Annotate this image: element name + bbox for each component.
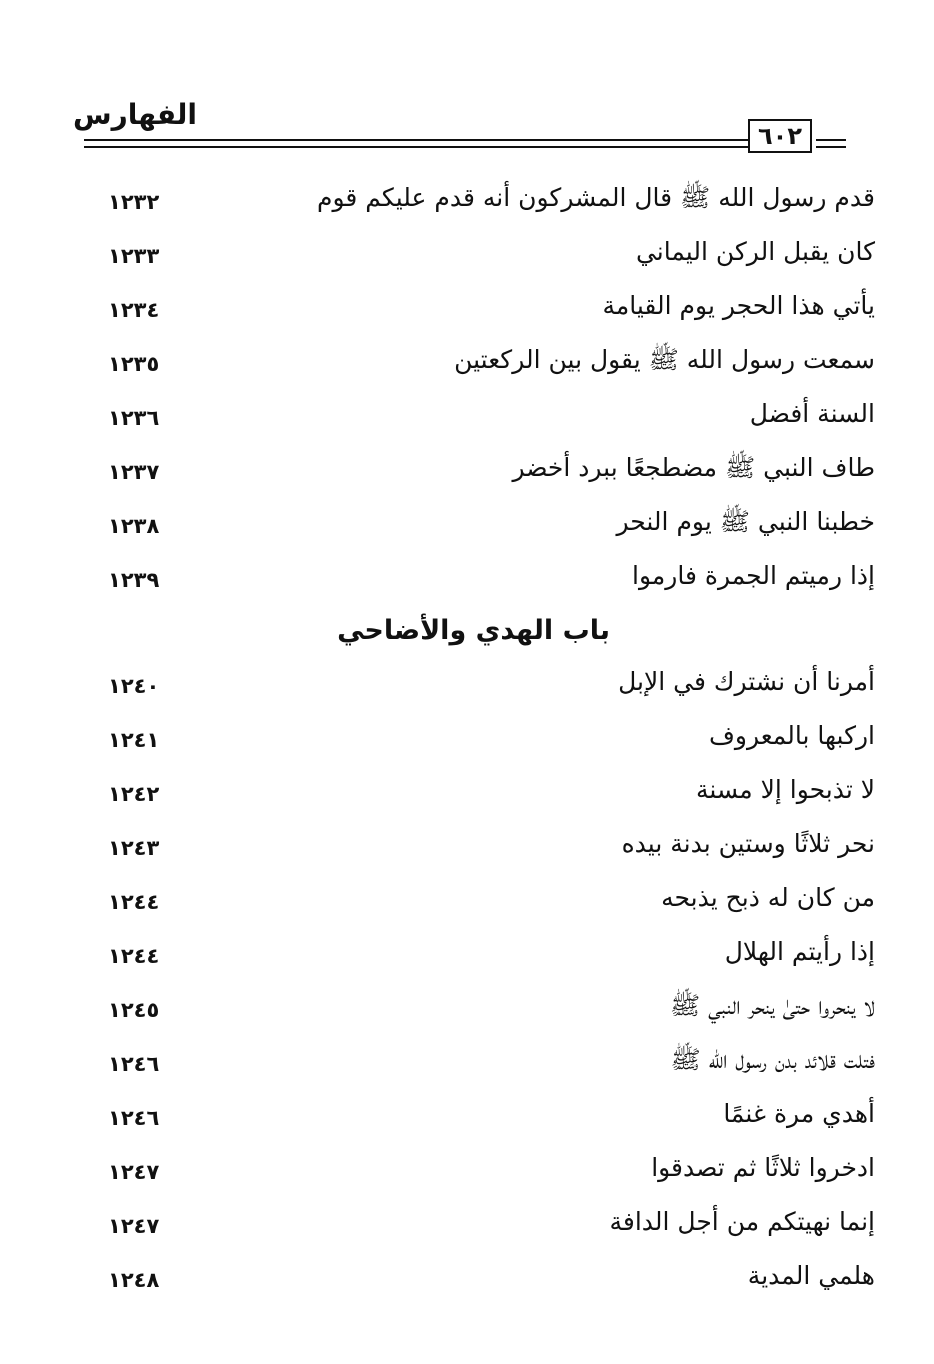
entry-number: ١٢٤٢: [108, 782, 160, 806]
entry-number: ١٢٣٥: [108, 352, 160, 376]
index-entry: [100, 982, 875, 1030]
entry-number: ١٢٣٦: [108, 406, 160, 430]
entry-text: إذا رميتم الجمرة فارموا: [632, 561, 875, 590]
entry-text: قدم رسول الله ﷺ قال المشركون أنه قدم عليكم قوم: [316, 183, 875, 212]
entry-number: ١٢٣٨: [108, 514, 160, 538]
index-entry: [100, 174, 875, 222]
entry-number: ١٢٤٧: [108, 1160, 160, 1184]
running-header-title: الفهارس: [72, 98, 197, 131]
index-entry: [100, 336, 875, 384]
index-entry: [100, 282, 875, 330]
entry-text: إنما نهيتكم من أجل الدافة: [609, 1207, 875, 1236]
header-rule-tail-bottom: [816, 146, 846, 148]
entry-text: كان يقبل الركن اليماني: [635, 237, 875, 266]
entry-text: من كان له ذبح يذبحه: [661, 883, 875, 912]
index-entry: [100, 1036, 875, 1084]
index-entry: [100, 1090, 875, 1138]
entry-text: السنة أفضل: [749, 399, 875, 428]
index-entry: [100, 1252, 875, 1300]
entry-number: ١٢٣٤: [108, 298, 160, 322]
section-heading: باب الهدي والأضاحي: [337, 615, 610, 646]
entry-number: ١٢٣٩: [108, 568, 160, 592]
entry-number: ١٢٤٦: [108, 1052, 160, 1076]
page-number: ٦٠٢: [748, 119, 812, 153]
index-entry: [100, 552, 875, 600]
entry-text: أمرنا أن نشترك في الإبل: [618, 667, 875, 696]
index-entry: [100, 874, 875, 922]
entry-text: فتلت قلائد بدن رسول الله ﷺ: [670, 1045, 875, 1074]
index-entry: [100, 1144, 875, 1192]
entry-number: ١٢٣٧: [108, 460, 160, 484]
entry-text: سمعت رسول الله ﷺ يقول بين الركعتين: [454, 345, 875, 374]
entry-text: لا ينحروا حتىٰ ينحر النبي ﷺ: [670, 991, 875, 1020]
entry-number: ١٢٤٧: [108, 1214, 160, 1238]
entry-number: ١٢٤٣: [108, 836, 160, 860]
entry-text: طاف النبي ﷺ مضطجعًا ببرد أخضر: [512, 453, 875, 482]
index-entry: [100, 498, 875, 546]
entry-text: أهدي مرة غنمًا: [723, 1099, 875, 1128]
entry-number: ١٢٤٠: [108, 674, 160, 698]
entry-text: لا تذبحوا إلا مسنة: [696, 775, 875, 804]
index-entry: [100, 766, 875, 814]
entry-text: إذا رأيتم الهلال: [724, 937, 875, 966]
index-entry: [100, 444, 875, 492]
entry-text: نحر ثلاثًا وستين بدنة بيده: [621, 829, 875, 858]
entry-number: ١٢٤٤: [108, 944, 160, 968]
header-rule-top: [84, 139, 748, 141]
header-rule-bottom: [84, 146, 748, 148]
index-entry: [100, 712, 875, 760]
header-rule-tail-top: [816, 139, 846, 141]
index-entry: [100, 658, 875, 706]
entry-number: ١٢٤٥: [108, 998, 160, 1022]
entry-text: ادخروا ثلاثًا ثم تصدقوا: [651, 1153, 875, 1182]
index-entry: [100, 228, 875, 276]
entry-number: ١٢٤٦: [108, 1106, 160, 1130]
index-entry: [100, 390, 875, 438]
index-entry: [100, 1198, 875, 1246]
entry-text: خطبنا النبي ﷺ يوم النحر: [616, 507, 875, 536]
entry-number: ١٢٤٨: [108, 1268, 160, 1292]
entry-text: يأتي هذا الحجر يوم القيامة: [602, 291, 875, 320]
entry-number: ١٢٤١: [108, 728, 160, 752]
index-entry: [100, 928, 875, 976]
entry-number: ١٢٤٤: [108, 890, 160, 914]
index-entry: [100, 820, 875, 868]
entry-number: ١٢٣٢: [108, 190, 160, 214]
entry-text: اركبها بالمعروف: [708, 721, 875, 750]
entry-text: هلمي المدية: [747, 1261, 875, 1290]
entry-number: ١٢٣٣: [108, 244, 160, 268]
